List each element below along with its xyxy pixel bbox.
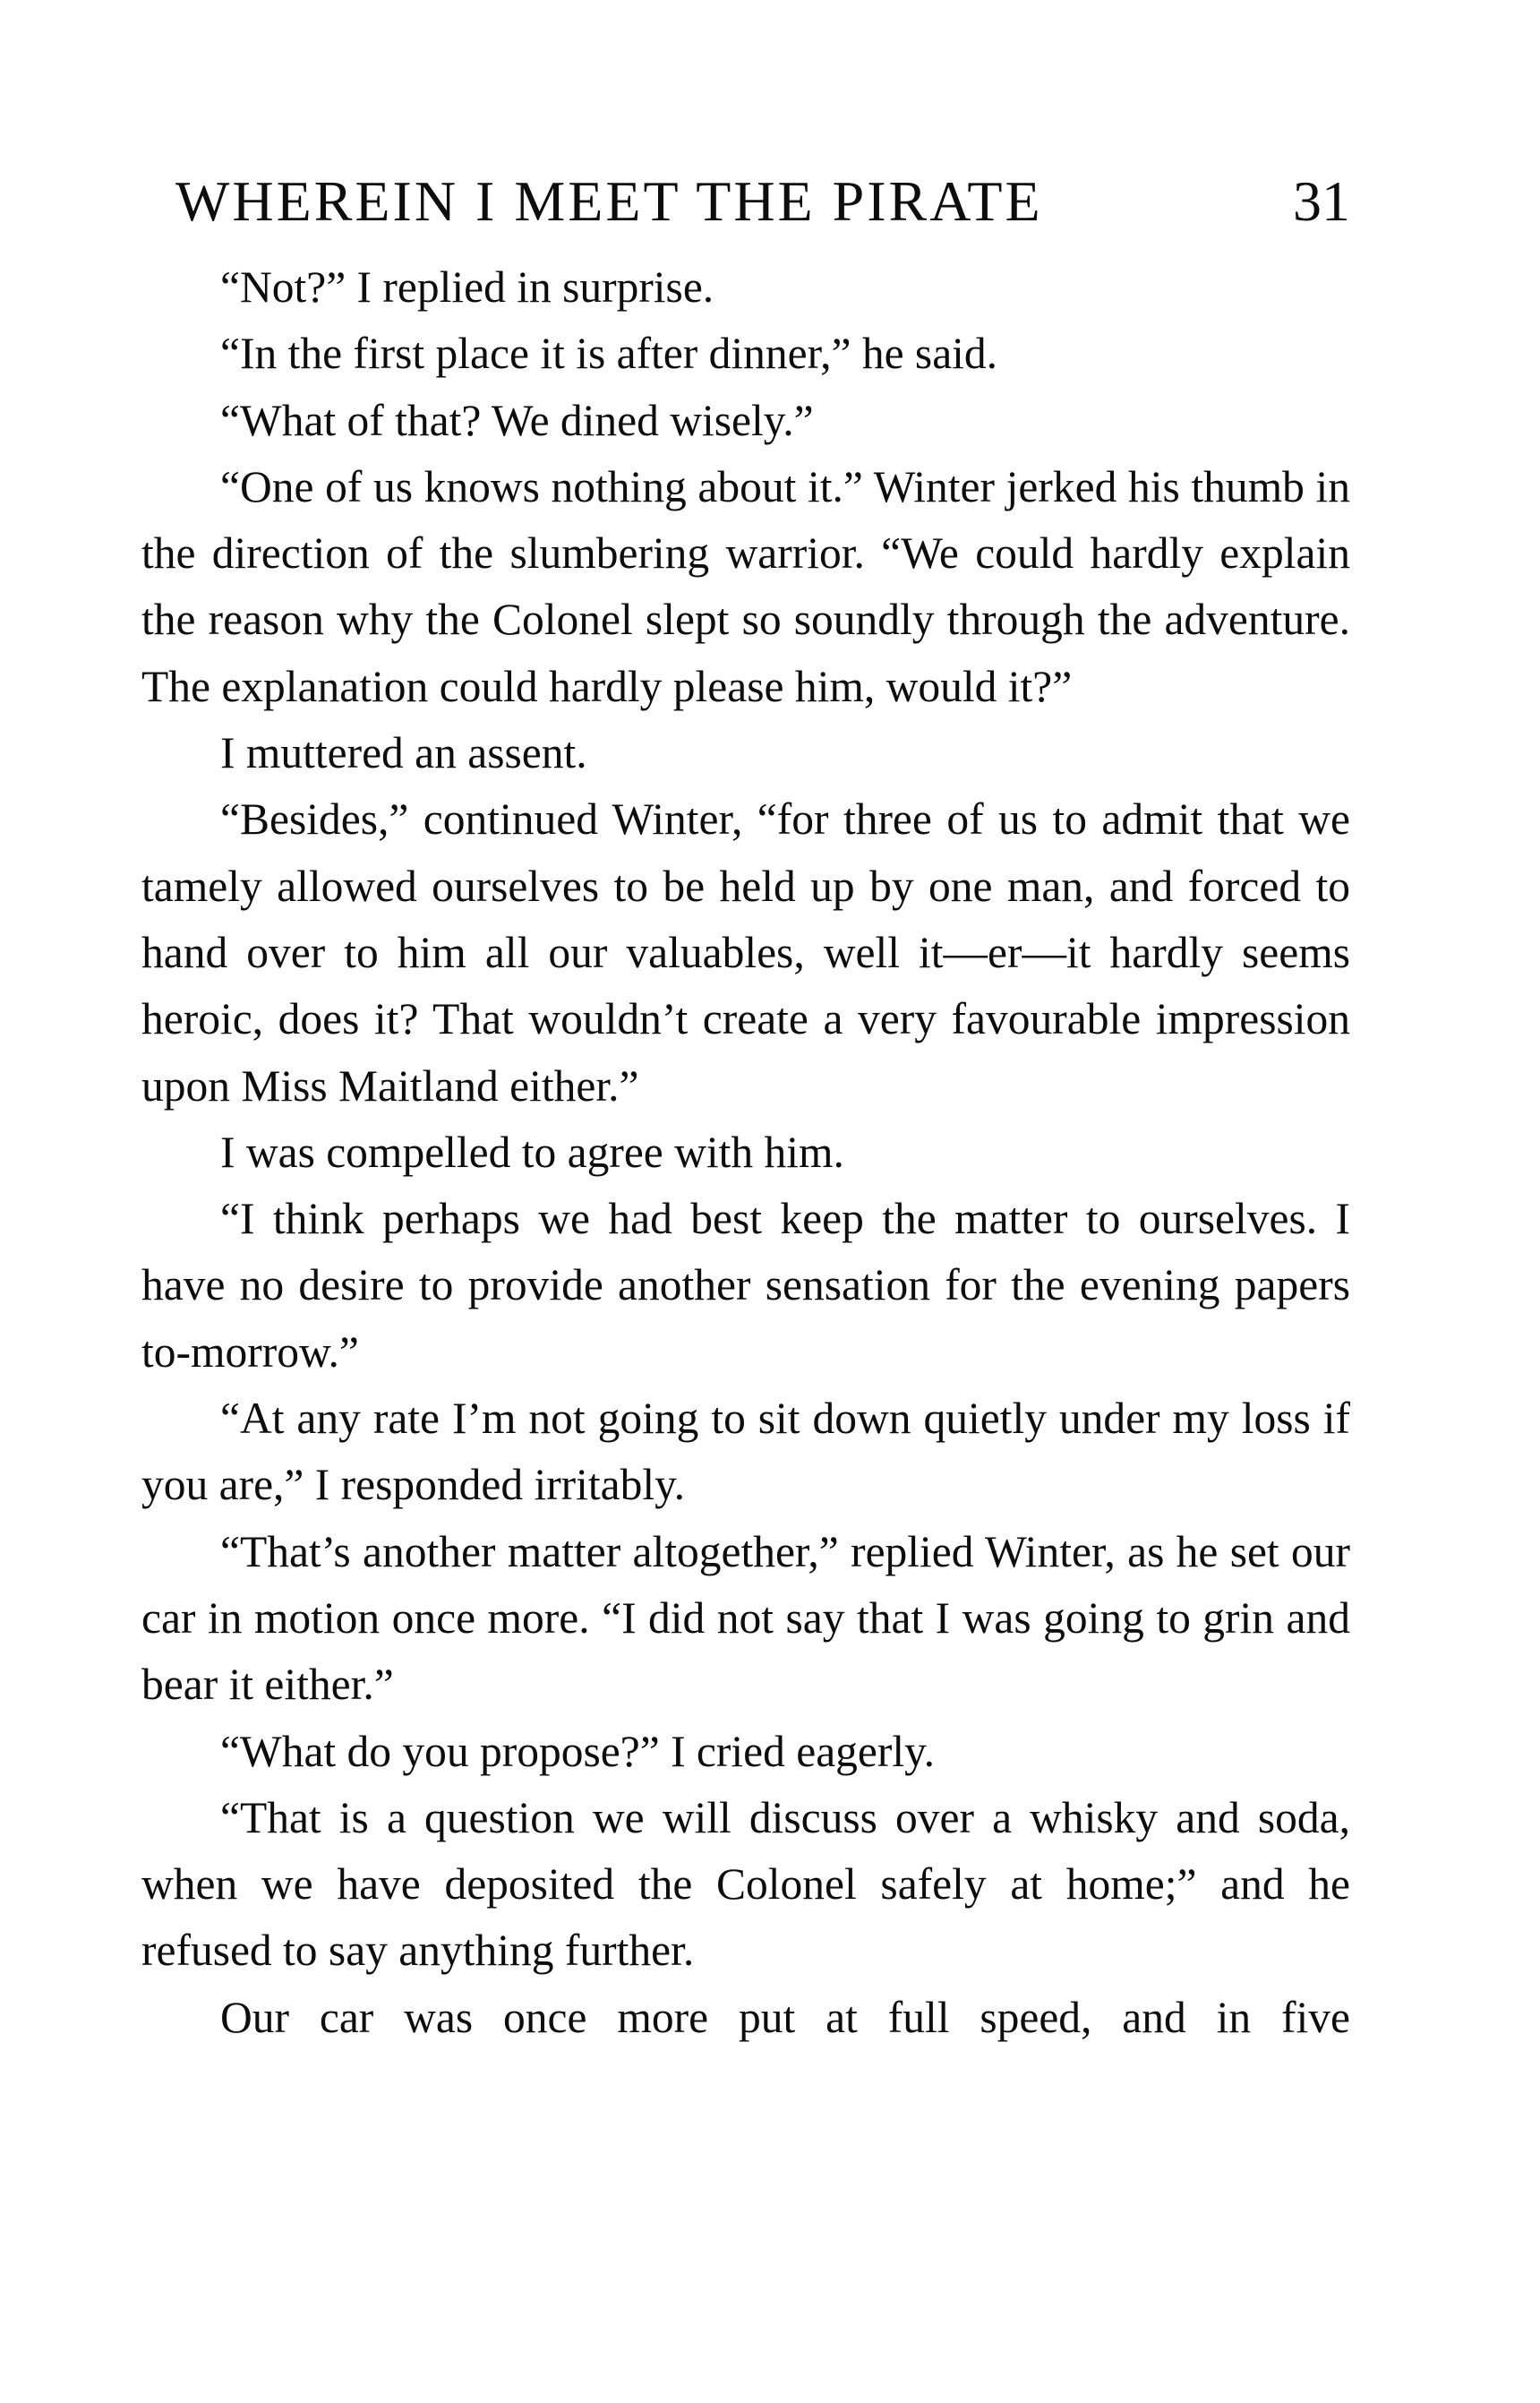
page-header	[175, 161, 1350, 242]
paragraph: “What of that? We dined wisely.”	[220, 395, 814, 445]
paragraph: “What do you propose?” I cried eagerly.	[220, 1726, 936, 1776]
paragraph: “That’s another matter altogether,” replied Winter, as he set our car in motion once more. “I did not say that I was going to grin and bear it either.”	[141, 1526, 1350, 1710]
paragraph: I muttered an assent.	[220, 728, 587, 778]
paragraph: “At any rate I’m not going to sit down quietly under my loss if you are,” I responded irritably.	[141, 1394, 1350, 1510]
paragraph: “One of us knows nothing about it.” Winter jerked his thumb in the direction of the slumbering warrior. “We could hardly explain the reason why the Colonel slept so soundly through the adventure. The explanation could hardly please him, would it?”	[141, 461, 1350, 711]
running-title: WHEREIN I MEET THE PIRATE	[175, 169, 1043, 233]
paragraph: I was compelled to agree with him.	[220, 1127, 844, 1177]
paragraph: “I think perhaps we had best keep the matter to ourselves. I have no desire to provide another sensation for the evening papers to-morrow.”	[141, 1194, 1350, 1377]
paragraph: “In the first place it is after dinner,” he said.	[220, 329, 998, 379]
paragraph: “Not?” I replied in surprise.	[220, 262, 714, 312]
page-number: 31	[1293, 169, 1350, 233]
body-text	[141, 254, 1350, 2051]
paragraph: “Besides,” continued Winter, “for three of us to admit that we tamely allowed ourselves to be held up by one man, and forced to hand over to him all our valuables, well it—er—it hardly seems heroic, does it? That wouldn’t create a very favourable impression upon Miss Maitland either.”	[141, 794, 1350, 1111]
paragraph: “That is a question we will discuss over a whisky and soda, when we have deposited the Colonel safely at home;” and he refused to say anything further.	[141, 1792, 1350, 1976]
paragraph: Our car was once more put at full speed, and in five	[220, 1992, 1350, 2042]
